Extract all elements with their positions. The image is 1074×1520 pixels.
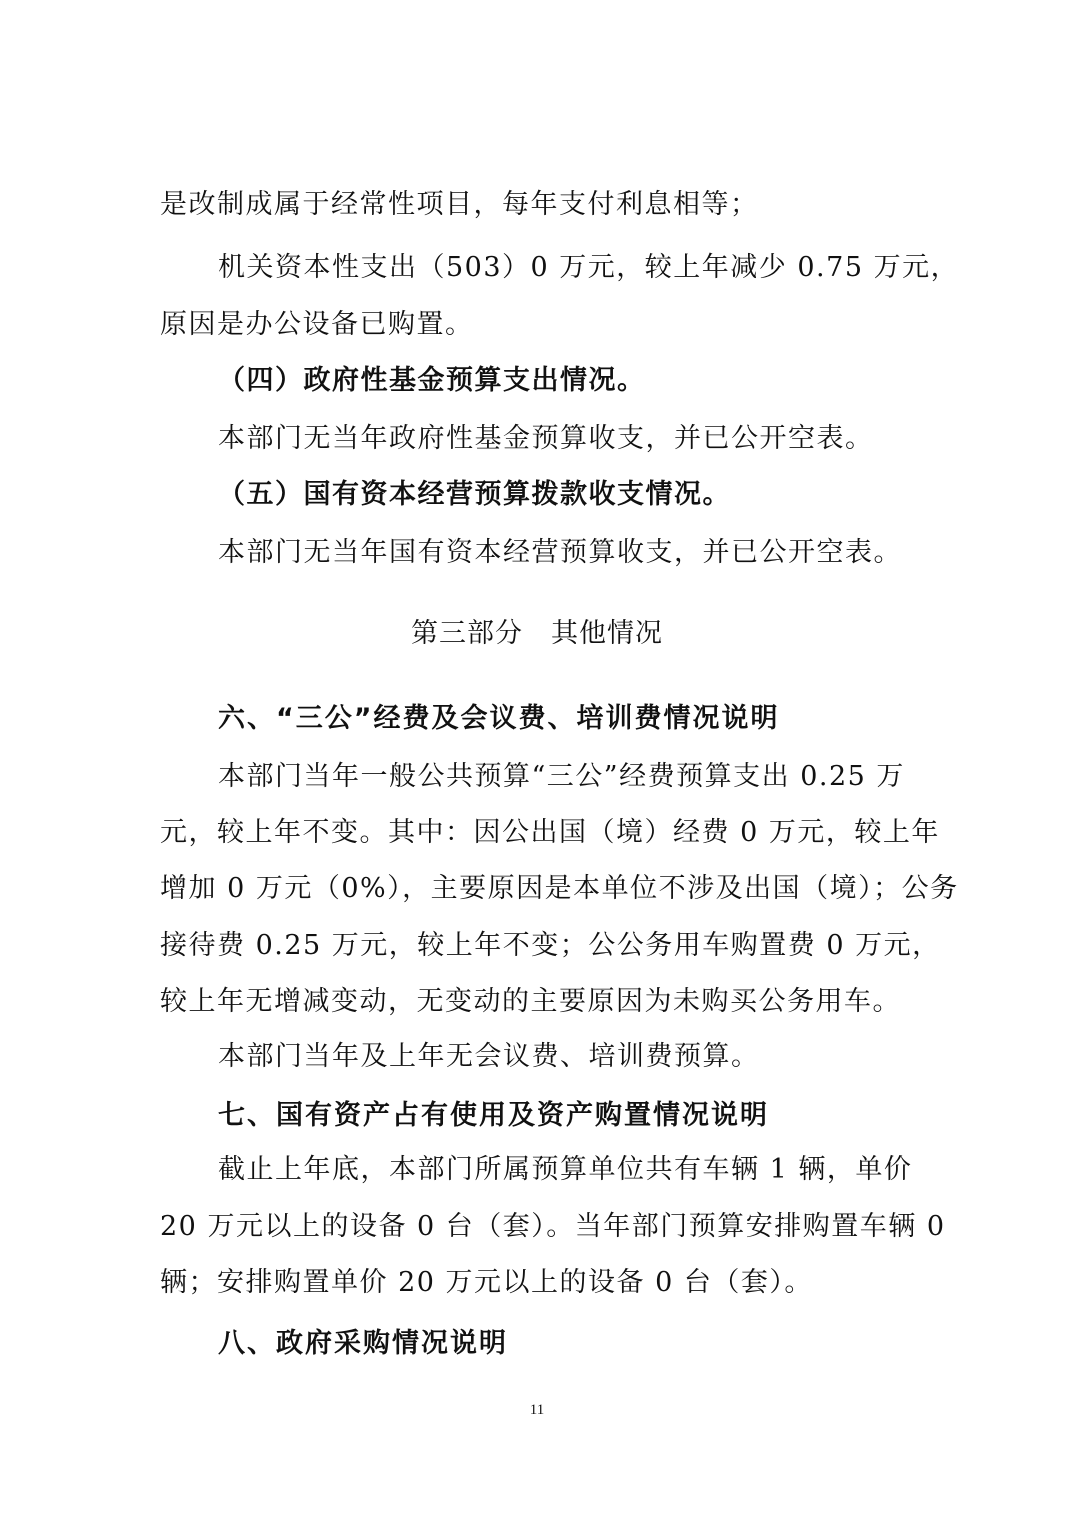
paragraph-line: 截止上年底，本部门所属预算单位共有车辆 1 辆，单价 [218,1154,913,1185]
paragraph-line: 增加 0 万元（0%），主要原因是本单位不涉及出国（境）；公务 [160,873,959,904]
section-heading: 七、国有资产占有使用及资产购置情况说明 [218,1100,769,1131]
section-heading: 六、“三公”经费及会议费、培训费情况说明 [218,703,780,734]
paragraph-line: 较上年无增减变动，无变动的主要原因为未购买公务用车。 [160,986,901,1017]
paragraph-line: 本部门无当年政府性基金预算收支，并已公开空表。 [218,423,874,454]
paragraph-line: 本部门当年一般公共预算“三公”经费预算支出 0.25 万 [218,761,905,792]
paragraph-line: 元，较上年不变。其中：因公出国（境）经费 0 万元，较上年 [160,817,940,848]
paragraph-line: 本部门无当年国有资本经营预算收支，并已公开空表。 [218,537,902,568]
paragraph-line: 原因是办公设备已购置。 [160,309,474,340]
paragraph-line: 接待费 0.25 万元，较上年不变；公公务用车购置费 0 万元， [160,930,941,961]
paragraph-line: 是改制成属于经常性项目，每年支付利息相等； [160,189,759,220]
page-number: 11 [529,1402,545,1418]
paragraph-line: 辆；安排购置单价 20 万元以上的设备 0 台（套）。 [160,1267,813,1298]
paragraph-line: 机关资本性支出（503）0 万元，较上年减少 0.75 万元， [218,252,960,283]
section-heading: 八、政府采购情况说明 [218,1328,508,1359]
section-heading: （四）政府性基金预算支出情况。 [218,365,646,396]
paragraph-line: 本部门当年及上年无会议费、培训费预算。 [218,1041,760,1072]
paragraph-line: 20 万元以上的设备 0 台（套）。当年部门预算安排购置车辆 0 [160,1211,946,1242]
part-title: 第三部分 其他情况 [411,618,663,649]
section-heading: （五）国有资本经营预算拨款收支情况。 [218,479,731,510]
